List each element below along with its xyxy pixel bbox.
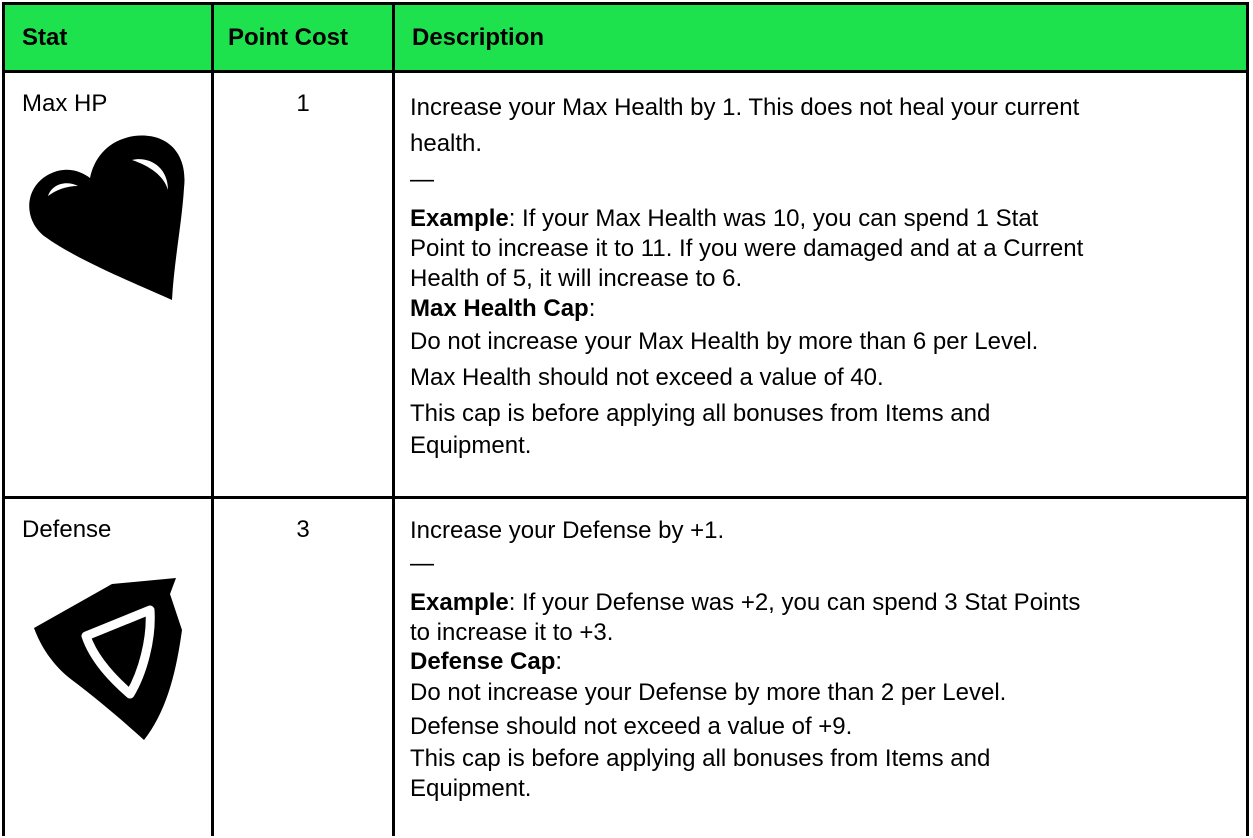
table-row-divider <box>2 496 1249 499</box>
table-column-divider <box>392 2 395 836</box>
cap-rule: Do not increase your Defense by more than 2 per Level. <box>410 679 1007 706</box>
cap-rule: Equipment. <box>410 432 532 459</box>
header-description: Description <box>412 24 545 51</box>
table-header-row <box>2 2 1249 71</box>
cap-heading: Defense Cap: <box>410 648 563 675</box>
shield-icon <box>26 570 194 746</box>
header-stat: Stat <box>22 24 68 51</box>
example-text: Example: If your Defense was +2, you can spend 3 Stat Points <box>410 589 1081 616</box>
cap-label: Defense Cap <box>410 648 556 675</box>
point-cost: 1 <box>296 90 310 117</box>
separator-dash: — <box>410 550 434 577</box>
stat-description <box>410 90 1083 462</box>
example-text: Example: If your Max Health was 10, you can spend 1 Stat <box>410 205 1039 232</box>
description-text: Increase your Defense by +1. <box>410 517 725 544</box>
cap-rule: This cap is before applying all bonuses from Items and <box>410 400 991 427</box>
heart-icon <box>22 132 194 304</box>
cap-rule: Defense should not exceed a value of +9. <box>410 713 853 740</box>
example-text: Health of 5, it will increase to 6. <box>410 265 743 292</box>
table-border-left <box>2 2 5 836</box>
table-border-top <box>2 2 1249 5</box>
table-border-right <box>1246 2 1249 836</box>
cap-rule: This cap is before applying all bonuses from Items and <box>410 745 991 772</box>
separator-dash: — <box>410 166 434 193</box>
header-point-cost: Point Cost <box>228 24 348 51</box>
example-label: Example <box>410 589 509 616</box>
stat-table <box>2 2 1249 836</box>
stat-name: Max HP <box>22 90 108 117</box>
description-text: Increase your Max Health by 1. This does not heal your current <box>410 94 1080 121</box>
cap-rule: Do not increase your Max Health by more than 6 per Level. <box>410 328 1039 355</box>
table-row-divider <box>2 70 1249 73</box>
example-text: to increase it to +3. <box>410 619 614 646</box>
example-label: Example <box>410 205 509 232</box>
table-column-divider <box>211 2 214 836</box>
cap-label: Max Health Cap <box>410 295 589 322</box>
cap-rule: Equipment. <box>410 775 532 802</box>
stat-description <box>410 516 1080 804</box>
cap-heading: Max Health Cap: <box>410 295 596 322</box>
stat-name: Defense <box>22 516 112 543</box>
description-text: health. <box>410 130 483 157</box>
point-cost: 3 <box>296 516 310 543</box>
cap-rule: Max Health should not exceed a value of 40. <box>410 364 884 391</box>
example-text: Point to increase it to 11. If you were damaged and at a Current <box>410 235 1084 262</box>
